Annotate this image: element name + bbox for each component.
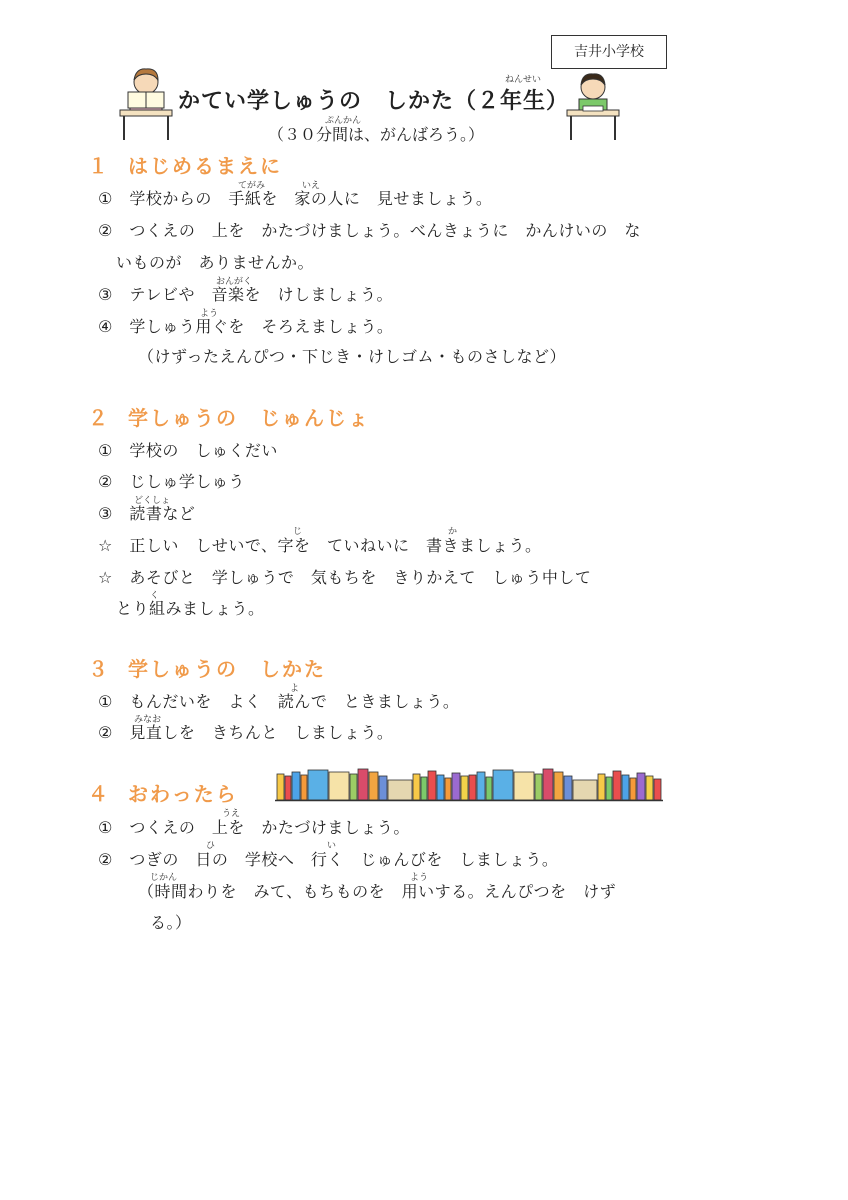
list-item-note-continuation: る。） [150, 913, 192, 932]
section-title: 学しゅうの しかた [128, 657, 326, 681]
bookshelf-illustration [275, 766, 663, 802]
child-writing-icon [565, 70, 621, 142]
ruby: く [150, 591, 160, 601]
section-3-heading [88, 653, 326, 682]
section-title: 学しゅうの じゅんじょ [128, 406, 370, 430]
ruby: よう [200, 309, 219, 319]
section-number: ２ [88, 406, 110, 430]
child-reading-icon [118, 66, 174, 142]
section-1-heading [88, 150, 282, 179]
section-title: はじめるまえに [128, 154, 282, 178]
school-name-box: 吉井小学校 [551, 35, 667, 69]
list-item-continuation: いものが ありませんか。 [116, 253, 315, 272]
subtitle-ruby: ぷんかん [325, 116, 362, 126]
list-item-continuation: とり組みましょう。 [116, 599, 265, 618]
ruby: おんがく [216, 277, 253, 287]
ruby: いえ [302, 181, 321, 191]
section-4-heading [88, 778, 238, 807]
title-ruby: ねんせい [505, 75, 542, 85]
list-item: ① 学校の しゅくだい [98, 441, 278, 460]
list-item: ④ 学しゅう用ぐを そろえましょう。 [98, 317, 394, 336]
list-item-note: （時間わりを みて、もちものを 用いする。えんぴつを けず [138, 882, 617, 901]
ruby: じかん [150, 873, 178, 883]
list-item: ③ 読書など [98, 504, 196, 523]
list-item: ① もんだいを よく 読んで ときましょう。 [98, 692, 460, 711]
ruby: うえ [222, 809, 241, 819]
ruby: どくしょ [134, 496, 171, 506]
list-item: ☆ 正しい しせいで、字を ていねいに 書きましょう。 [98, 536, 542, 555]
ruby: みなお [134, 715, 162, 725]
ruby: てがみ [238, 181, 266, 191]
list-item: ☆ あそびと 学しゅうで 気もちを きりかえて しゅう中して [98, 568, 592, 587]
list-item: ② つぎの 日の 学校へ 行く じゅんびを しましょう。 [98, 850, 559, 869]
list-item: ① 学校からの 手紙を 家の人に 見せましょう。 [98, 189, 493, 208]
list-item: ① つくえの 上を かたづけましょう。 [98, 818, 410, 837]
ruby: い [327, 841, 337, 851]
section-title: おわったら [128, 782, 238, 806]
section-number: １ [88, 154, 110, 178]
list-item: ② 見直しを きちんと しましょう。 [98, 723, 394, 742]
page-subtitle: （３０分間は、がんばろう。） [268, 125, 485, 144]
ruby: よう [410, 873, 429, 883]
list-item-note: （けずったえんぴつ・下じき・けしゴム・ものさしなど） [138, 347, 567, 366]
section-number: ３ [88, 657, 110, 681]
section-2-heading [88, 402, 370, 431]
list-item: ② じしゅ学しゅう [98, 472, 245, 491]
ruby: か [448, 527, 458, 537]
ruby: ひ [206, 841, 216, 851]
list-item: ③ テレビや 音楽を けしましょう。 [98, 285, 394, 304]
list-item: ② つくえの 上を かたづけましょう。べんきょうに かんけいの な [98, 221, 641, 240]
ruby: よ [290, 684, 300, 694]
section-number: ４ [88, 782, 110, 806]
ruby: じ [293, 527, 303, 537]
page-title: かてい学しゅうの しかた（２年生） [178, 89, 570, 114]
